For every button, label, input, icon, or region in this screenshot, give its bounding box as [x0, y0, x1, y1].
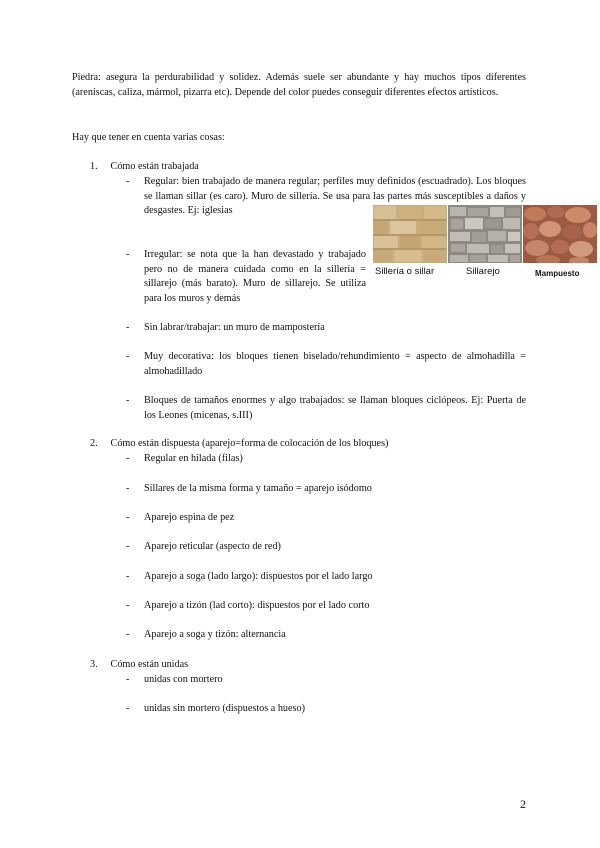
- list-dash: -: [126, 629, 130, 640]
- list-item-decorativa: Muy decorativa: los bloques tienen biselado/rehundimiento = aspecto de almohadilla = almohadillado: [144, 351, 526, 377]
- section-1-title: Cómo están trabajada: [110, 161, 199, 172]
- list-dash: -: [126, 322, 130, 333]
- intro-paragraph: Piedra: asegura la perdurabilidad y solidez. Además suele ser abundante y hay muchos tipos diferentes (areniscas, caliza, mármol, pizarra etc). Depende del color puedes conseguir diferentes efectos artísticos.: [72, 72, 526, 98]
- consider-paragraph: Hay que tener en cuenta varias cosas:: [72, 132, 225, 143]
- caption-silleria: Sillería o sillar: [375, 266, 435, 277]
- list-dash: -: [126, 483, 130, 494]
- page-number: 2: [520, 797, 526, 811]
- section-1-heading: [90, 160, 199, 175]
- list-item-ciclopeos: Bloques de tamaños enormes y algo trabajados: se llaman bloques ciclópeos. Ej: Puerta de los Leones (micenas, s.III): [144, 395, 526, 421]
- list-item-sin-labrar: Sin labrar/trabajar: un muro de mampostería: [144, 322, 325, 333]
- stone-types-figure: [373, 205, 598, 277]
- list-item-irregular: Irregular: se nota que la han devastado y trabajado pero no de manera cuidada como en la sillería = sillarejo (más barato). Muro de sillarejo. Se utiliza para los muros y demás: [144, 249, 366, 304]
- section-3-number: 3.: [90, 659, 98, 670]
- list-item-text: Regular: bien trabajado de manera regular; perfiles muy definidos (escuadrado). Los bloques se llaman sillar (es caro). Muro de sillería. Se usa para las partes más susceptibles a daños y desgastes. Ej: iglesias: [144, 176, 526, 216]
- list-dash: -: [126, 395, 130, 406]
- section-3-title: Cómo están unidas: [110, 659, 189, 670]
- list-item-espina-de-pez: Aparejo espina de pez: [144, 512, 235, 523]
- caption-mampuesto: Mampuesto: [535, 269, 580, 278]
- section-1-number: 1.: [90, 161, 98, 172]
- list-dash: -: [126, 512, 130, 523]
- list-dash: -: [126, 249, 130, 260]
- list-item-isodomo: Sillares de la misma forma y tamaño = aparejo isódomo: [144, 483, 372, 494]
- list-item-sin-mortero: unidas sin mortero (dispuestos a hueso): [144, 703, 305, 714]
- list-dash: -: [126, 453, 130, 464]
- list-dash: -: [126, 703, 130, 714]
- list-dash: -: [126, 176, 130, 187]
- section-2-number: 2.: [90, 438, 98, 449]
- section-2-title: Cómo están dispuesta (aparejo=forma de colocación de los bloques): [110, 438, 389, 449]
- section-2-heading: [90, 437, 388, 452]
- list-dash: -: [126, 541, 130, 552]
- mampuesto-photo: [523, 205, 597, 263]
- silleria-photo: [373, 205, 447, 263]
- list-item-soga-y-tizon: Aparejo a soga y tizón: alternancia: [144, 629, 286, 640]
- list-item-reticular: Aparejo reticular (aspecto de red): [144, 541, 281, 552]
- caption-sillarejo: Sillarejo: [466, 266, 500, 277]
- list-item-hilada: Regular en hilada (filas): [144, 453, 243, 464]
- section-3-heading: [90, 658, 188, 673]
- list-dash: -: [126, 351, 130, 362]
- list-item-tizon: Aparejo a tizón (lad corto): dispuestos por el lado corto: [144, 600, 370, 611]
- list-dash: -: [126, 571, 130, 582]
- sillarejo-photo: [448, 205, 522, 263]
- list-dash: -: [126, 600, 130, 611]
- list-item-soga: Aparejo a soga (lado largo): dispuestos por el lado largo: [144, 571, 373, 582]
- list-dash: -: [126, 674, 130, 685]
- list-item-con-mortero: unidas con mortero: [144, 674, 223, 685]
